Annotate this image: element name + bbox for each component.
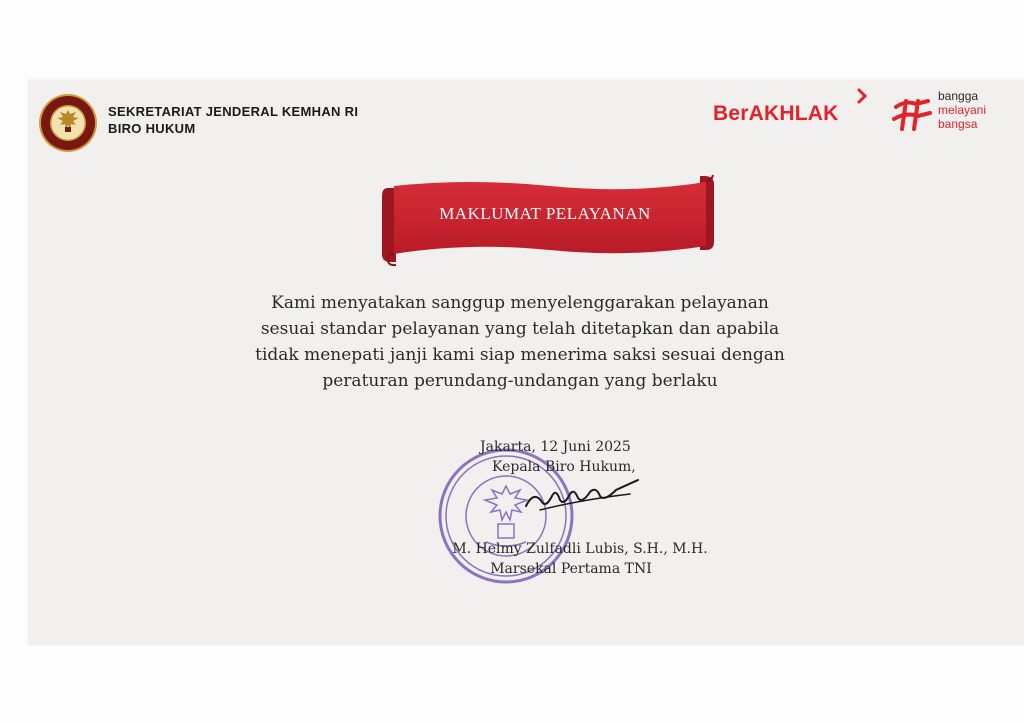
place-date: Jakarta, 12 Juni 2025 (480, 439, 631, 455)
statement-line: peraturan perundang-undangan yang berlaku (322, 371, 718, 391)
handwritten-signature (520, 476, 650, 516)
statement-line: sesuai standar pelayanan yang telah ditetapkan dan apabila (260, 319, 780, 339)
statement-line: tidak menepati janji kami siap menerima saksi sesuai dengan (255, 345, 785, 365)
org-title-line1: SEKRETARIAT JENDERAL KEMHAN RI (108, 104, 359, 119)
banner-title: MAKLUMAT PELAYANAN (439, 204, 651, 223)
signatory-position: Kepala Biro Hukum, (492, 459, 636, 475)
bangga-line1: bangga (938, 89, 979, 103)
org-title-line2: BIRO HUKUM (108, 121, 196, 136)
berakhlak-logo: BerAKHLAK (713, 102, 839, 125)
signature-header (480, 437, 636, 477)
signatory (430, 539, 730, 579)
chevron-right-icon (856, 88, 868, 104)
signatory-name: M. Helmy Zulfadli Lubis, S.H., M.H. (452, 541, 708, 557)
org-title (108, 103, 358, 137)
service-statement (200, 290, 840, 394)
kemhan-emblem-icon (38, 93, 98, 153)
signatory-rank: Marsekal Pertama TNI (490, 561, 652, 577)
bangga-line3: bangsa (938, 117, 978, 131)
bangga-melayani-bangsa-text (938, 89, 986, 131)
bangga-line2: melayani (938, 103, 987, 117)
statement-line: Kami menyatakan sanggup menyelenggarakan pelayanan (271, 293, 769, 313)
bangga-melayani-logo-icon (892, 97, 932, 131)
